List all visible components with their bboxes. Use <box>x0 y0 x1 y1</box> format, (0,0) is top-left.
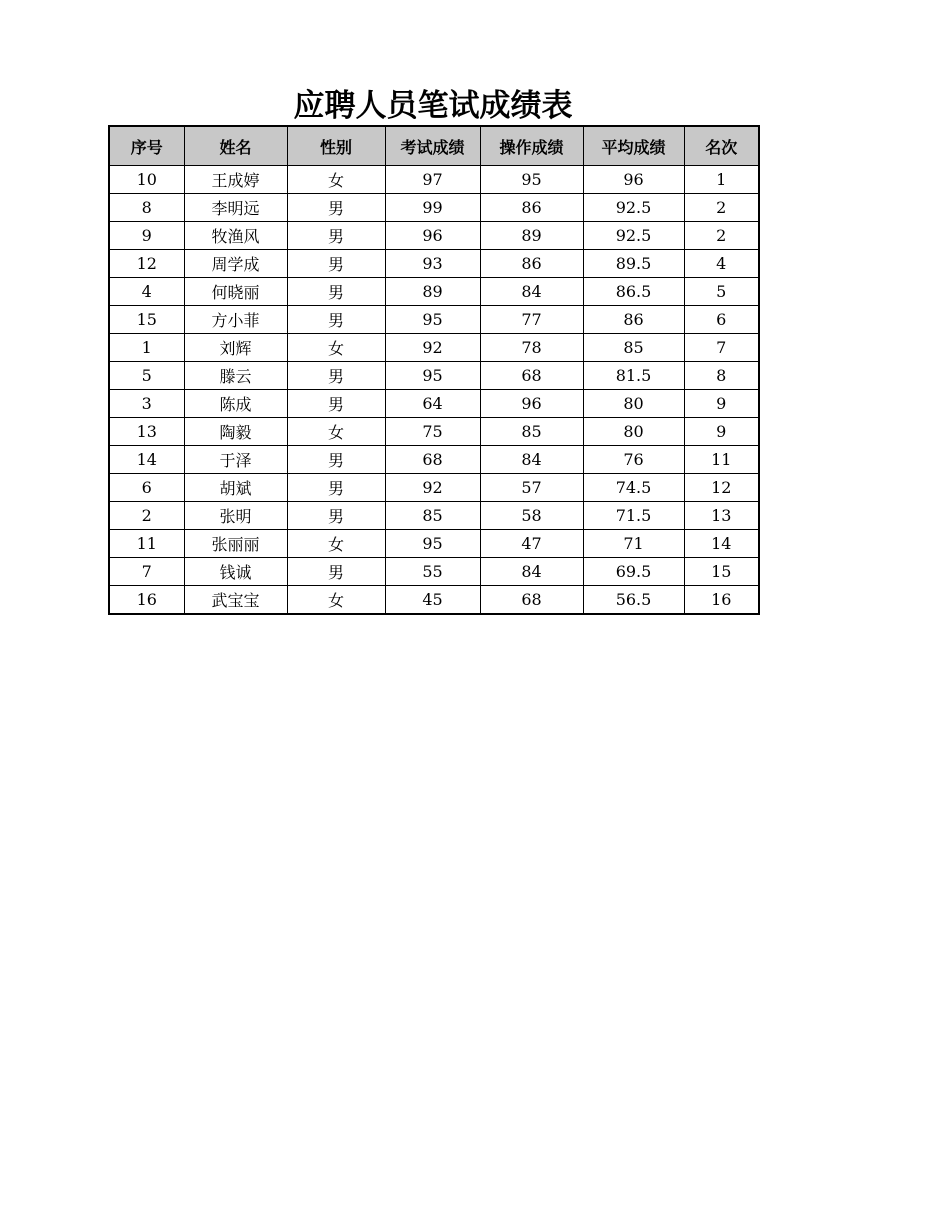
cell-practical-score: 68 <box>480 362 583 390</box>
score-table <box>108 125 760 615</box>
cell-gender: 男 <box>287 194 385 222</box>
cell-rank: 12 <box>684 474 759 502</box>
cell-exam-score: 85 <box>385 502 480 530</box>
cell-practical-score: 84 <box>480 278 583 306</box>
cell-rank: 1 <box>684 166 759 194</box>
cell-name: 何晓丽 <box>184 278 287 306</box>
cell-exam-score: 99 <box>385 194 480 222</box>
cell-exam-score: 75 <box>385 418 480 446</box>
cell-name: 陶毅 <box>184 418 287 446</box>
cell-rank: 4 <box>684 250 759 278</box>
cell-average-score: 89.5 <box>583 250 684 278</box>
cell-exam-score: 55 <box>385 558 480 586</box>
table-row <box>109 390 759 418</box>
cell-exam-score: 92 <box>385 334 480 362</box>
cell-name: 刘辉 <box>184 334 287 362</box>
table-row <box>109 166 759 194</box>
cell-id: 6 <box>109 474 184 502</box>
cell-rank: 8 <box>684 362 759 390</box>
cell-name: 于泽 <box>184 446 287 474</box>
cell-rank: 9 <box>684 390 759 418</box>
cell-name: 张明 <box>184 502 287 530</box>
cell-average-score: 92.5 <box>583 194 684 222</box>
col-header-gender: 性别 <box>287 126 385 166</box>
cell-gender: 女 <box>287 530 385 558</box>
cell-practical-score: 57 <box>480 474 583 502</box>
table-row <box>109 502 759 530</box>
cell-gender: 男 <box>287 558 385 586</box>
col-header-average-score: 平均成绩 <box>583 126 684 166</box>
cell-gender: 女 <box>287 586 385 615</box>
cell-gender: 男 <box>287 222 385 250</box>
cell-average-score: 85 <box>583 334 684 362</box>
cell-exam-score: 97 <box>385 166 480 194</box>
cell-rank: 2 <box>684 194 759 222</box>
cell-rank: 15 <box>684 558 759 586</box>
table-row <box>109 530 759 558</box>
cell-id: 12 <box>109 250 184 278</box>
cell-exam-score: 92 <box>385 474 480 502</box>
cell-practical-score: 85 <box>480 418 583 446</box>
cell-name: 李明远 <box>184 194 287 222</box>
cell-average-score: 81.5 <box>583 362 684 390</box>
cell-gender: 男 <box>287 306 385 334</box>
cell-id: 4 <box>109 278 184 306</box>
cell-name: 钱诚 <box>184 558 287 586</box>
table-row <box>109 418 759 446</box>
col-header-name: 姓名 <box>184 126 287 166</box>
cell-gender: 男 <box>287 390 385 418</box>
col-header-exam-score: 考试成绩 <box>385 126 480 166</box>
table-body <box>109 166 759 615</box>
cell-practical-score: 68 <box>480 586 583 615</box>
cell-exam-score: 95 <box>385 362 480 390</box>
cell-practical-score: 47 <box>480 530 583 558</box>
cell-id: 15 <box>109 306 184 334</box>
cell-id: 10 <box>109 166 184 194</box>
cell-practical-score: 78 <box>480 334 583 362</box>
cell-average-score: 71 <box>583 530 684 558</box>
cell-id: 2 <box>109 502 184 530</box>
header-row <box>109 126 759 166</box>
cell-gender: 男 <box>287 474 385 502</box>
cell-average-score: 96 <box>583 166 684 194</box>
cell-average-score: 86.5 <box>583 278 684 306</box>
table-row <box>109 474 759 502</box>
cell-id: 16 <box>109 586 184 615</box>
table-row <box>109 250 759 278</box>
cell-gender: 女 <box>287 418 385 446</box>
cell-gender: 男 <box>287 278 385 306</box>
cell-rank: 2 <box>684 222 759 250</box>
cell-practical-score: 84 <box>480 446 583 474</box>
cell-gender: 男 <box>287 362 385 390</box>
cell-practical-score: 86 <box>480 194 583 222</box>
cell-average-score: 76 <box>583 446 684 474</box>
cell-id: 1 <box>109 334 184 362</box>
cell-id: 14 <box>109 446 184 474</box>
cell-name: 陈成 <box>184 390 287 418</box>
cell-average-score: 56.5 <box>583 586 684 615</box>
cell-name: 周学成 <box>184 250 287 278</box>
cell-practical-score: 96 <box>480 390 583 418</box>
table-row <box>109 446 759 474</box>
cell-gender: 男 <box>287 502 385 530</box>
cell-rank: 9 <box>684 418 759 446</box>
cell-name: 牧渔风 <box>184 222 287 250</box>
cell-practical-score: 89 <box>480 222 583 250</box>
cell-rank: 11 <box>684 446 759 474</box>
cell-id: 5 <box>109 362 184 390</box>
cell-id: 11 <box>109 530 184 558</box>
cell-name: 胡斌 <box>184 474 287 502</box>
cell-rank: 13 <box>684 502 759 530</box>
cell-average-score: 80 <box>583 390 684 418</box>
cell-practical-score: 77 <box>480 306 583 334</box>
cell-average-score: 69.5 <box>583 558 684 586</box>
table-row <box>109 222 759 250</box>
table-row <box>109 362 759 390</box>
cell-exam-score: 93 <box>385 250 480 278</box>
cell-exam-score: 96 <box>385 222 480 250</box>
cell-name: 张丽丽 <box>184 530 287 558</box>
cell-exam-score: 64 <box>385 390 480 418</box>
col-header-rank: 名次 <box>684 126 759 166</box>
cell-exam-score: 45 <box>385 586 480 615</box>
table-row <box>109 558 759 586</box>
cell-average-score: 74.5 <box>583 474 684 502</box>
col-header-practical-score: 操作成绩 <box>480 126 583 166</box>
cell-id: 3 <box>109 390 184 418</box>
cell-rank: 7 <box>684 334 759 362</box>
table-header <box>109 126 759 166</box>
table-row <box>109 194 759 222</box>
cell-rank: 5 <box>684 278 759 306</box>
cell-id: 13 <box>109 418 184 446</box>
cell-name: 武宝宝 <box>184 586 287 615</box>
table-row <box>109 306 759 334</box>
cell-average-score: 86 <box>583 306 684 334</box>
cell-practical-score: 58 <box>480 502 583 530</box>
cell-gender: 女 <box>287 334 385 362</box>
cell-exam-score: 68 <box>385 446 480 474</box>
cell-gender: 男 <box>287 250 385 278</box>
cell-rank: 16 <box>684 586 759 615</box>
cell-name: 方小菲 <box>184 306 287 334</box>
table-row <box>109 278 759 306</box>
cell-exam-score: 95 <box>385 306 480 334</box>
cell-id: 9 <box>109 222 184 250</box>
cell-exam-score: 95 <box>385 530 480 558</box>
cell-id: 7 <box>109 558 184 586</box>
cell-practical-score: 95 <box>480 166 583 194</box>
cell-practical-score: 84 <box>480 558 583 586</box>
cell-average-score: 80 <box>583 418 684 446</box>
cell-name: 王成婷 <box>184 166 287 194</box>
cell-gender: 女 <box>287 166 385 194</box>
table-row <box>109 334 759 362</box>
cell-average-score: 92.5 <box>583 222 684 250</box>
cell-gender: 男 <box>287 446 385 474</box>
col-header-id: 序号 <box>109 126 184 166</box>
table-row <box>109 586 759 615</box>
cell-name: 滕云 <box>184 362 287 390</box>
cell-rank: 6 <box>684 306 759 334</box>
cell-rank: 14 <box>684 530 759 558</box>
cell-practical-score: 86 <box>480 250 583 278</box>
cell-average-score: 71.5 <box>583 502 684 530</box>
sheet-title: 应聘人员笔试成绩表 <box>293 88 573 124</box>
cell-exam-score: 89 <box>385 278 480 306</box>
cell-id: 8 <box>109 194 184 222</box>
